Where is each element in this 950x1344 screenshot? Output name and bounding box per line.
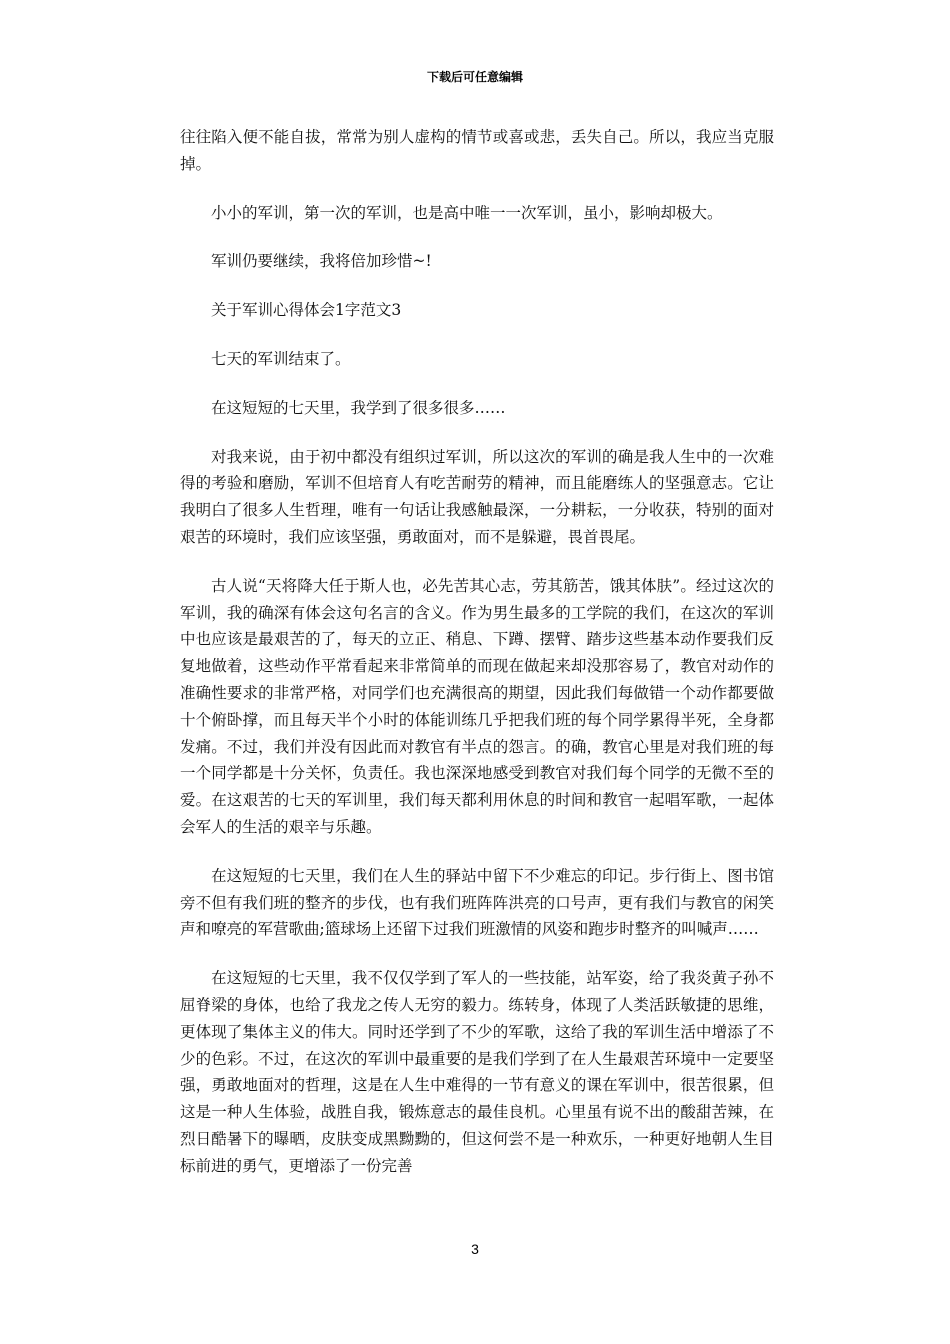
paragraph-intro-2: 在这短短的七天里，我学到了很多很多…… [211,398,506,417]
paragraph-closing: 军训仍要继续，我将倍加珍惜~! [211,252,432,271]
paragraph-summary: 小小的军训，第一次的军训，也是高中唯一一次军训，虽小，影响却极大。 [211,203,723,222]
document-body [180,124,774,1202]
paragraph-continuation: 往往陷入便不能自拔，常常为别人虚构的情节或喜或悲，丢失自己。所以，我应当克服掉。 [180,128,774,173]
paragraph-intro: 七天的军训结束了。 [211,349,351,368]
paragraph-body: 古人说“天将降大任于斯人也，必先苦其心志，劳其筋苦，饿其体肤”。经过这次的军训，我的确深有体会这句名言的含义。作为男生最多的工学院的我们，在这次的军训中也应该是最艰苦的了，每天的立正、稍息、下蹲、摆臂、踏步这些基本动作要我们反复地做着，这些动作平常看起来非常简单的而现在做起来却没那容易了，教官对动作的准确性要求的非常严格，对同学们也充满很高的期望，因此我们每做错一个动作都要做十个俯卧撑，而且每天半个小时的体能训练几乎把我们班的每个同学累得半死，全身都发痛。不过，我们并没有因此而对教官有半点的怨言。的确，教官心里是对我们班的每一个同学都是十分关怀，负责任。我也深深地感受到教官对我们每个同学的无微不至的爱。在这艰苦的七天的军训里，我们每天都利用休息的时间和教官一起唱军歌，一起体会军人的生活的艰辛与乐趣。 [180,576,774,836]
paragraph-body: 在这短短的七天里，我不仅仅学到了军人的一些技能，站军姿，给了我炎黄子孙不屈脊梁的身体，也给了我龙之传人无穷的毅力。练转身，体现了人类活跃敏捷的思维，更体现了集体主义的伟大。同时还学到了不少的军歌，这给了我的军训生活中增添了不少的色彩。不过，在这次的军训中最重要的是我们学到了在人生最艰苦环境中一定要坚强，勇敢地面对的哲理，这是在人生中难得的一节有意义的课在军训中，很苦很累，但这是一种人生体验，战胜自我，锻炼意志的最佳良机。心里虽有说不出的酸甜苦辣，在烈日酷暑下的曝晒，皮肤变成黑黝黝的，但这何尝不是一种欢乐，一种更好地朝人生目标前进的勇气，更增添了一份完善 [180,969,774,1175]
paragraph-body: 在这短短的七天里，我们在人生的驿站中留下不少难忘的印记。步行街上、图书馆旁不但有我们班的整齐的步伐，也有我们班阵阵洪亮的口号声，更有我们与教官的闲笑声和嘹亮的军营歌曲;篮球场上还留下过我们班激情的风姿和跑步时整齐的叫喊声…… [180,866,774,939]
page-number: 3 [471,1241,479,1257]
page-header: 下载后可任意编辑 [426,70,523,84]
paragraph-body: 对我来说，由于初中都没有组织过军训，所以这次的军训的确是我人生中的一次难得的考验和磨励，军训不但培育人有吃苦耐劳的精神，而且能磨练人的坚强意志。它让我明白了很多人生哲理，唯有一句话让我感触最深，一分耕耘，一分收获，特别的面对艰苦的环境时，我们应该坚强，勇敢面对，而不是躲避，畏首畏尾。 [180,447,774,546]
section-heading: 关于军训心得体会1字范文3 [211,301,402,320]
